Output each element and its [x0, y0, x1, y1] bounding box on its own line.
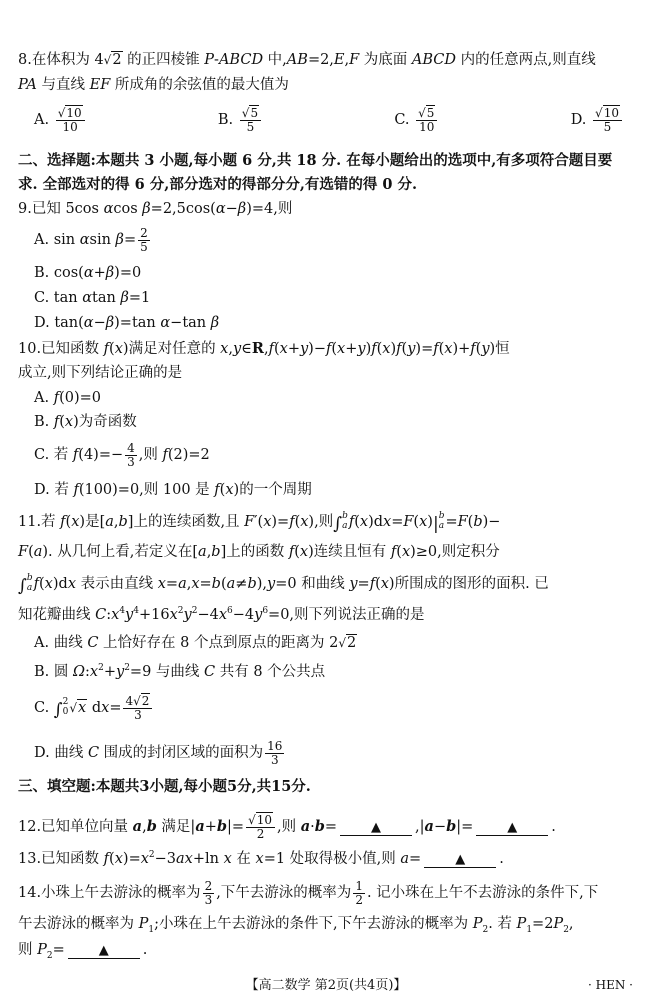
footer-code: · HEN · — [588, 978, 633, 992]
q14-line2: 午去游泳的概率为 $P_1$;小珠在上午去游泳的条件下,下午去游泳的概率为 $P_2$. 若 $P_1=2P_2$, — [18, 916, 574, 935]
section2-heading-line1: 二、选择题:本题共 3 小题,每小题 6 分,共 18 分. 在每小题给出的选项中,有多项符合题目要 — [18, 152, 613, 169]
q11-option-c: C. ∫ 2 0 √x dx= $\frac{4√2}{3}$ — [34, 695, 154, 721]
section2-heading-line2: 求. 全部选对的得 6 分,部分选对的得部分分,有选错的得 0 分. — [18, 176, 418, 193]
q9-option-c: C. tan αtan β=1 — [34, 290, 151, 306]
q12-blank-1[interactable]: ▲ — [340, 821, 412, 836]
q11-stem-line1: 11.若 f(x)是[a,b]上的连续函数,且 F′(x)=f(x),则∫ b a f(x)dx=F(x)| b a =F(b)− — [18, 511, 501, 534]
q10-option-b: B. f(x)为奇函数 — [34, 414, 137, 430]
q13-blank[interactable]: ▲ — [424, 853, 496, 868]
q14-line1: 14.小珠上午去游泳的概率为 $\frac{2}{3}$ ,下午去游泳的概率为 $\frac{1}{2}$ . 记小珠在上午不去游泳的条件下,下 — [18, 879, 599, 907]
q11-option-d: D. 曲线 C 围成的封闭区域的面积为 $\frac{16}{3}$ — [34, 739, 283, 767]
q11-option-b: B. 圆 $\Omega:x^2+y^2=9$ 与曲线 C 共有 8 个公共点 — [34, 663, 326, 680]
q14-line3: 则 $P_2=$ ▲ . — [18, 942, 148, 961]
q8-line2: PA 与直线 EF 所成角的余弦值的最大值为 — [18, 77, 289, 93]
q14-blank[interactable]: ▲ — [68, 944, 140, 959]
section3-heading: 三、填空题:本题共3小题,每小题5分,共15分. — [18, 778, 311, 795]
q10-stem-line1: 10.已知函数 f(x)满足对任意的 x,y∈R,f(x+y)−f(x+y)f(x)f(y)=f(x)+f(y)恒 — [18, 340, 510, 357]
q9-stem: 9.已知 5cos αcos β=2,5cos(α−β)=4,则 — [18, 201, 293, 217]
q10-option-c: C. 若 f(4)=− $\frac{4}{3}$ ,则 f(2)=2 — [34, 441, 210, 469]
q10-stem-line2: 成立,则下列结论正确的是 — [18, 365, 183, 381]
q8-line1: 8.在体积为 4√2 的正四棱锥 P-ABCD 中,AB=2,E,F 为底面 ABCD 内的任意两点,则直线 — [18, 52, 596, 68]
q11-stem-line4: 知花瓣曲线 $C:x^4y^4+16x^2y^2-4x^6-4y^6=0$,则下列说法正确的是 — [18, 606, 425, 623]
q9-option-d: D. tan(α−β)=tan α−tan β — [34, 315, 220, 331]
q9-option-a: A. sin αsin β= $\frac{2}{5}$ — [34, 226, 148, 254]
q11-option-a: A. 曲线 C 上恰好存在 8 个点到原点的距离为 2√2 — [34, 635, 357, 651]
q8-options — [34, 107, 624, 133]
q12-blank-2[interactable]: ▲ — [476, 821, 548, 836]
q11-stem-line3: ∫ b a f(x)dx 表示由直线 x=a,x=b(a≠b),y=0 和曲线 y=f(x)所围成的图形的面积. 已 — [18, 573, 549, 596]
q10-option-a: A. f(0)=0 — [34, 390, 101, 406]
q8-option-a: A. $\frac{√10}{10}$ — [34, 107, 87, 133]
q8-option-d: D. $\frac{√10}{5}$ — [571, 107, 624, 133]
q8-option-b: B. $\frac{√5}{5}$ — [218, 107, 263, 133]
q12-line: 12.已知单位向量 a,b 满足|a+b|= $\frac{√10}{2}$ ,则 a·b= ▲ ,|a−b|= ▲ . — [18, 813, 556, 841]
q13-line: 13.已知函数 $f(x)=x^2-3ax+\ln$ x 在 x=1 处取得极小值,则 a= ▲ . — [18, 850, 504, 867]
q11-stem-line2: F(a). 从几何上看,若定义在[a,b]上的函数 f(x)连续且恒有 f(x)≥0,则定积分 — [18, 544, 500, 560]
page-footer: 【高二数学 第2页(共4页)】 — [245, 978, 407, 993]
q9-option-b: B. cos(α+β)=0 — [34, 265, 142, 281]
q8-option-c: C. $\frac{√5}{10}$ — [394, 107, 439, 133]
q10-option-d: D. 若 f(100)=0,则 100 是 f(x)的一个周期 — [34, 482, 312, 498]
